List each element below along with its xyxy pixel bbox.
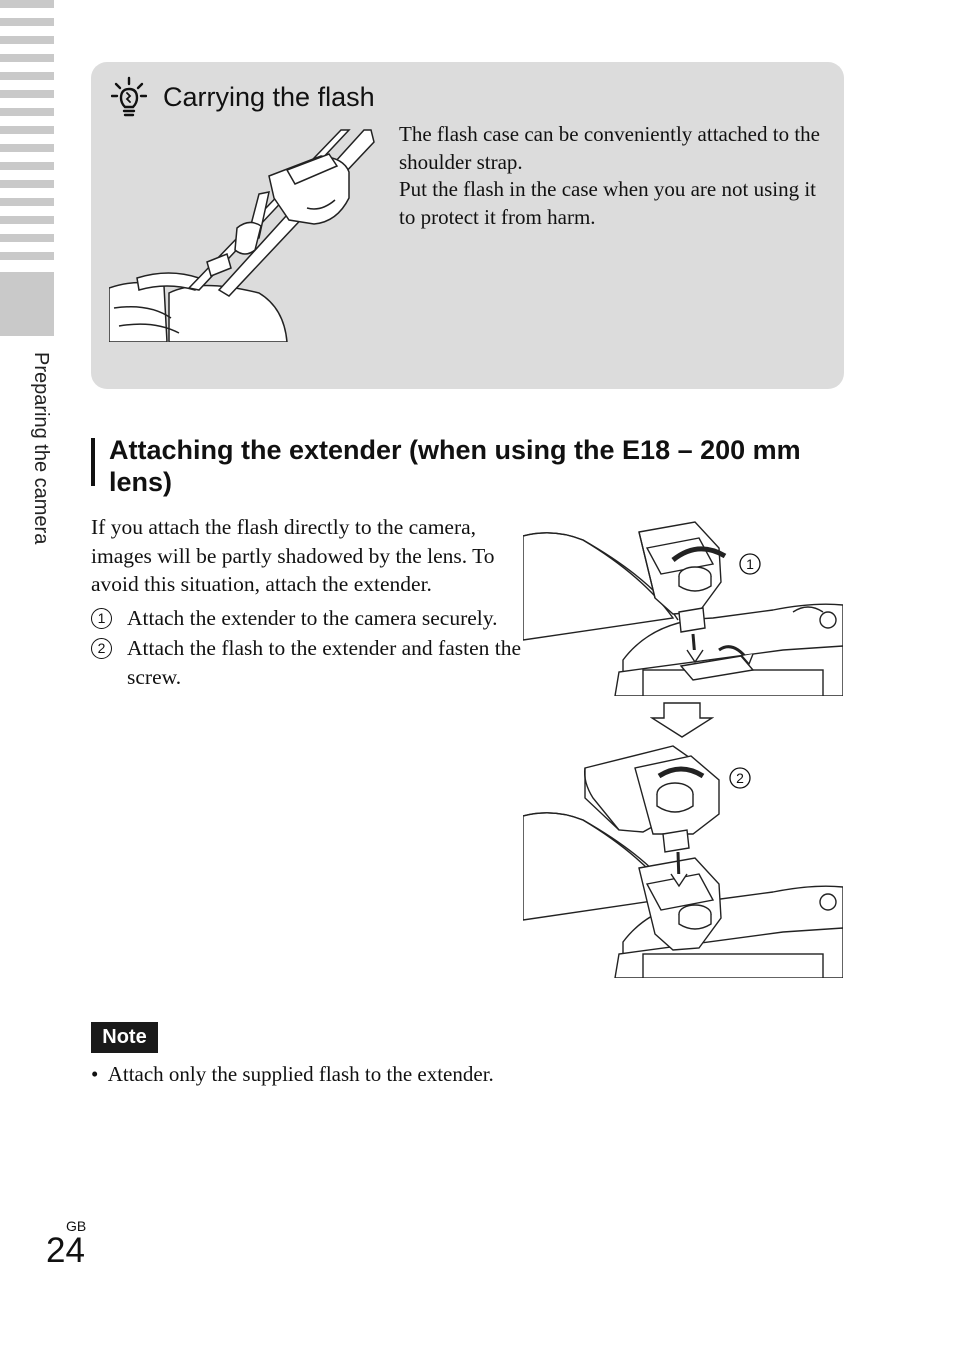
step-item	[91, 604, 521, 633]
tip-paragraph: The flash case can be conveniently attached to the shoulder strap.	[399, 122, 820, 174]
side-tab-label: Preparing the camera	[30, 352, 52, 545]
tip-paragraph: Put the flash in the case when you are not using it to protect it from harm.	[399, 177, 816, 229]
step-number: 2	[91, 638, 112, 659]
tip-title: Carrying the flash	[163, 82, 375, 112]
section-intro: If you attach the flash directly to the camera, images will be partly shadowed by the lens. To avoid this situation, attach the extender.	[91, 515, 495, 596]
lightbulb-hint-icon	[111, 76, 147, 120]
figure-step-label: 2	[736, 770, 744, 786]
bullet: •	[91, 1062, 108, 1086]
side-tab-stripes	[0, 0, 54, 270]
page-number: 24	[46, 1231, 85, 1270]
step-number: 1	[91, 608, 112, 629]
section-title: Attaching the extender (when using the E18 – 200 mm lens)	[109, 435, 801, 497]
attach-flash-illustration	[523, 742, 843, 978]
section-body	[91, 513, 521, 693]
section-marker-icon	[91, 438, 102, 462]
step-text: Attach the flash to the extender and fasten the screw.	[127, 636, 522, 689]
step-item	[91, 634, 521, 691]
down-arrow-icon	[650, 702, 714, 738]
section-heading	[91, 434, 861, 498]
figure-step-label: 1	[746, 556, 754, 572]
side-tab-block	[0, 272, 54, 336]
tip-box	[91, 62, 844, 389]
flash-case-on-strap-illustration	[109, 128, 377, 342]
tip-text	[399, 121, 831, 231]
attach-extender-illustration	[523, 520, 843, 696]
note-badge: Note	[91, 1022, 158, 1053]
page-region-code: GB	[66, 1218, 87, 1234]
note-text: Attach only the supplied flash to the extender.	[107, 1062, 494, 1086]
step-text: Attach the extender to the camera securely.	[127, 605, 498, 630]
note-item	[91, 1061, 791, 1088]
